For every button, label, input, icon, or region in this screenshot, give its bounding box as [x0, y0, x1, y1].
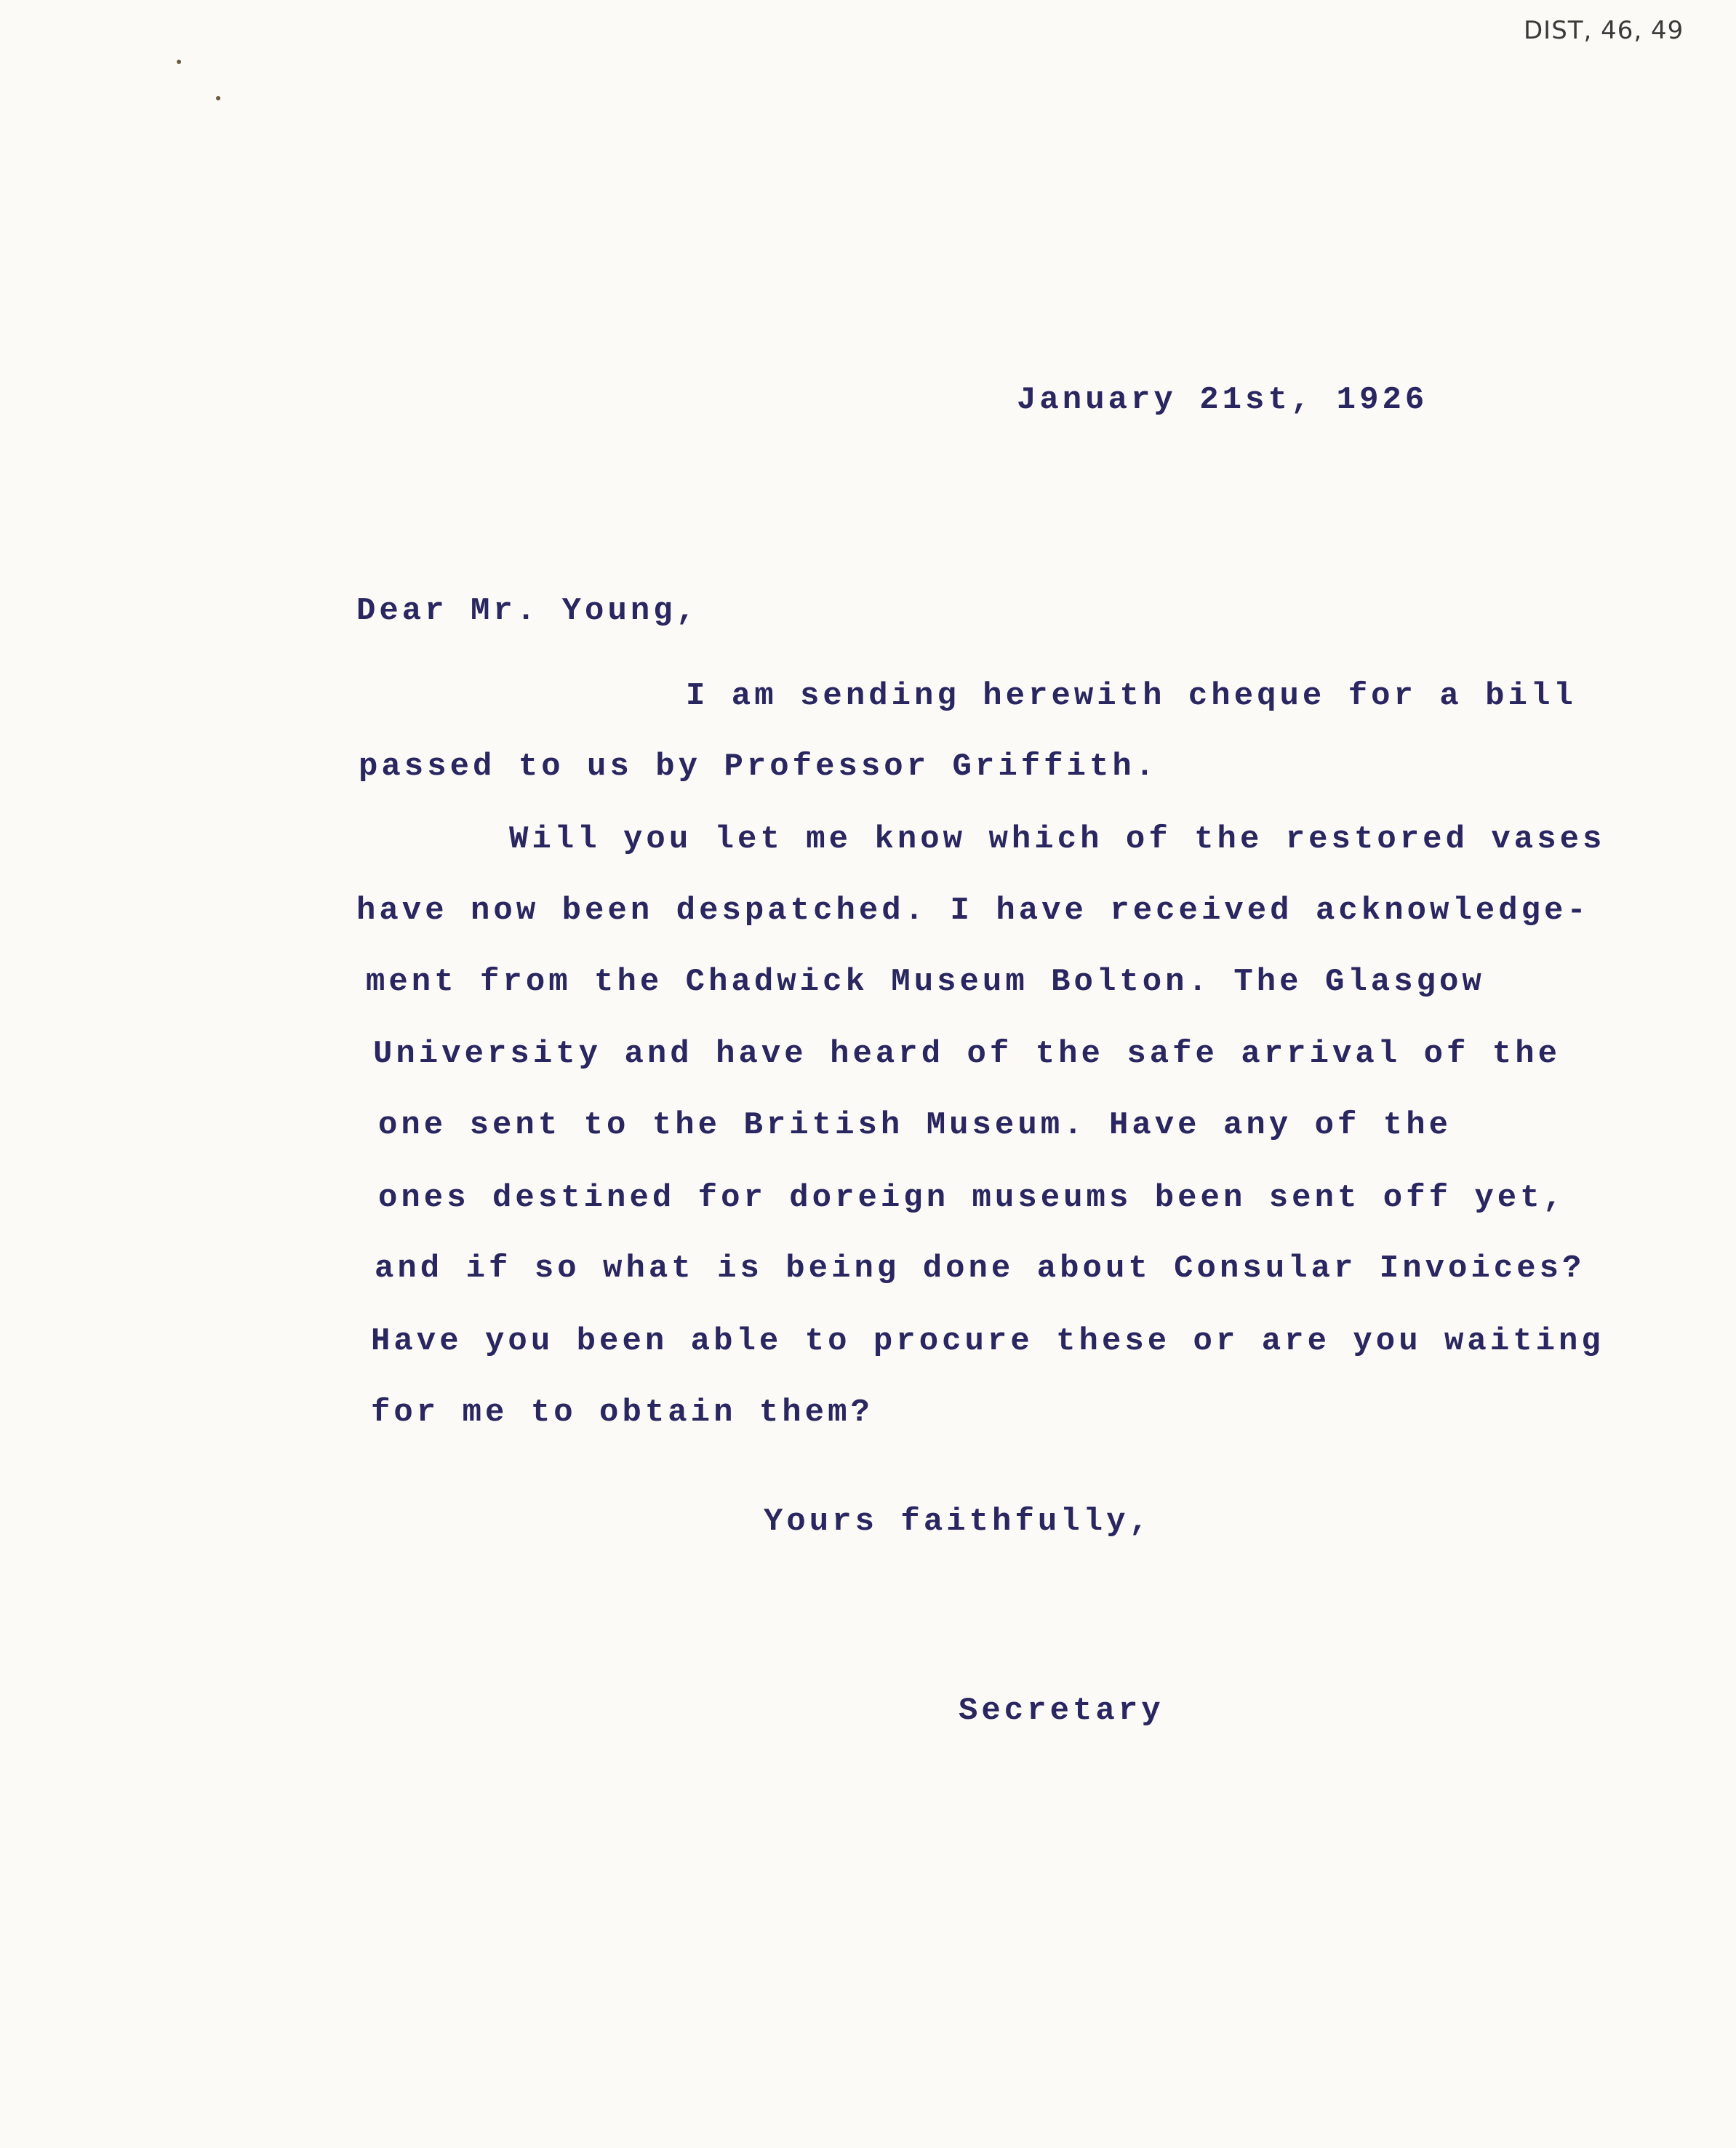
- closing: Yours faithfully,: [764, 1504, 1152, 1540]
- letter-date: January 21st, 1926: [1017, 382, 1428, 418]
- signature-title: Secretary: [959, 1693, 1164, 1729]
- body-line: for me to obtain them?: [371, 1394, 873, 1431]
- paper-speck: [216, 96, 220, 100]
- body-line: Will you let me know which of the restored vases: [509, 821, 1606, 858]
- body-line: I am sending herewith cheque for a bill: [686, 678, 1577, 714]
- body-line: ones destined for doreign museums been sent off yet,: [378, 1180, 1567, 1216]
- paper-speck: [177, 60, 181, 64]
- body-line: University and have heard of the safe arrival of the: [373, 1036, 1561, 1072]
- body-line: one sent to the British Museum. Have any of the: [378, 1107, 1452, 1143]
- archive-reference: DIST, 46, 49: [1524, 16, 1684, 45]
- body-line: and if so what is being done about Consular Invoices?: [375, 1250, 1585, 1287]
- body-line: Have you been able to procure these or are you waiting: [371, 1323, 1604, 1360]
- body-line: have now been despatched. I have received acknowledge-: [356, 893, 1590, 929]
- body-line: passed to us by Professor Griffith.: [359, 748, 1159, 785]
- body-line: ment from the Chadwick Museum Bolton. The Glasgow: [366, 964, 1485, 1000]
- salutation: Dear Mr. Young,: [356, 593, 700, 629]
